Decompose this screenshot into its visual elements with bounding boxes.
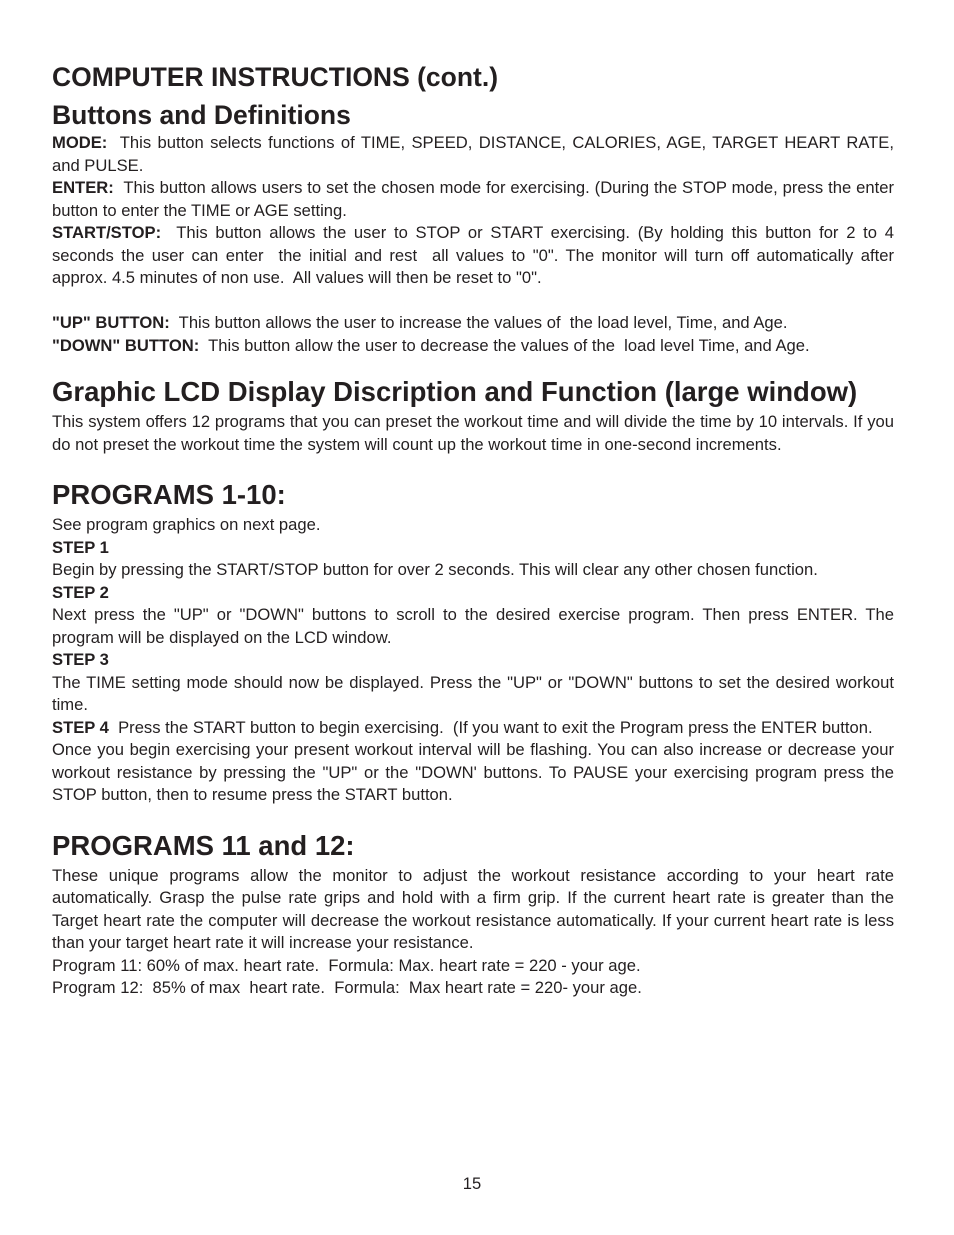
step3-label: [52, 649, 894, 672]
lcd-text: This system offers 12 programs that you can preset the workout time and will divide the time by 10 intervals. If you do not preset the workout time the system will count up the workout time in one-second increments.: [52, 412, 894, 454]
start-stop-label: START/STOP:: [52, 223, 162, 242]
programs-1-10-intro: See program graphics on next page.: [52, 515, 321, 534]
step1-text: Begin by pressing the START/STOP button for over 2 seconds. This will clear any other chosen function.: [52, 560, 818, 579]
page-number: 15: [462, 1174, 482, 1193]
step4-label: STEP 4: [52, 717, 109, 737]
mode-text: This button selects functions of TIME, SPEED, DISTANCE, CALORIES, AGE, TARGET HEART RATE, and PULSE.: [52, 133, 899, 175]
page-title: COMPUTER INSTRUCTIONS (cont.): [52, 62, 499, 92]
step4-text: Press the START button to begin exercising. (If you want to exit the Program press the ENTER button.: [108, 717, 873, 737]
programs-1-10-closing: Once you begin exercising your present workout interval will be flashing. You can also increase or decrease your workout resistance by pressing the "UP" or the "DOWN' buttons. To PAUSE your exercising program press the STOP button, then to resume press the START button.: [52, 740, 894, 804]
programs-11-12-text: These unique programs allow the monitor to adjust the workout resistance according to your heart rate automatically. Grasp the pulse rate grips and hold with a firm grip. If the current heart rate is greater than the Target heart rate the computer will decrease the workout resistance automatically. If your current heart rate is less than your target heart rate it will increase your resistance.: [52, 865, 894, 952]
up-label: "UP" BUTTON:: [52, 313, 170, 332]
down-label: "DOWN" BUTTON:: [52, 335, 200, 355]
up-text: This button allows the user to increase the values of the load level, Time, and Age.: [169, 313, 788, 332]
lcd-heading: Graphic LCD Display Discription and Function (large window): [52, 376, 858, 407]
programs-11-12-heading: PROGRAMS 11 and 12:: [52, 829, 355, 861]
enter-label: ENTER:: [52, 178, 114, 197]
down-definition: [52, 335, 894, 358]
start-stop-text: This button allows the user to STOP or START exercising. (By holding this button for 2 to 4 seconds the user can enter the initial and rest all values to "0". The monitor will turn off automatically after approx. 4.5 minutes of non use. All values will then be reset to "0".: [52, 223, 899, 287]
up-definition: [52, 312, 894, 335]
step2-text: Next press the "UP" or "DOWN" buttons to scroll to the desired exercise program. Then press ENTER. The program will be displayed on the LCD window.: [52, 605, 894, 647]
mode-label: MODE:: [52, 133, 108, 152]
mode-definition: [52, 132, 899, 177]
step3-text: The TIME setting mode should now be displayed. Press the "UP" or "DOWN" buttons to set the desired workout time.: [52, 672, 894, 714]
program-11-line: Program 11: 60% of max. heart rate. Formula: Max. heart rate = 220 - your age.: [52, 955, 641, 975]
enter-definition: [52, 177, 899, 222]
programs-1-10-heading: PROGRAMS 1-10:: [52, 479, 286, 510]
step3-label-text: STEP 3: [52, 650, 109, 669]
step1-label: [52, 537, 894, 560]
step2-label-text: STEP 2: [52, 582, 109, 602]
enter-text: This button allows users to set the chosen mode for exercising. (During the STOP mode, press the enter button to enter the TIME or AGE setting.: [52, 178, 899, 220]
start-stop-definition: [52, 222, 899, 290]
down-text: This button allow the user to decrease the values of the load level Time, and Age.: [199, 335, 810, 355]
step1-label-text: STEP 1: [52, 537, 109, 557]
step4-paragraph: [52, 717, 894, 740]
buttons-heading: Buttons and Definitions: [52, 100, 351, 130]
step2-label: [52, 582, 894, 605]
manual-page: [52, 60, 899, 1000]
program-12-line: Program 12: 85% of max heart rate. Formula: Max heart rate = 220- your age.: [52, 978, 642, 997]
